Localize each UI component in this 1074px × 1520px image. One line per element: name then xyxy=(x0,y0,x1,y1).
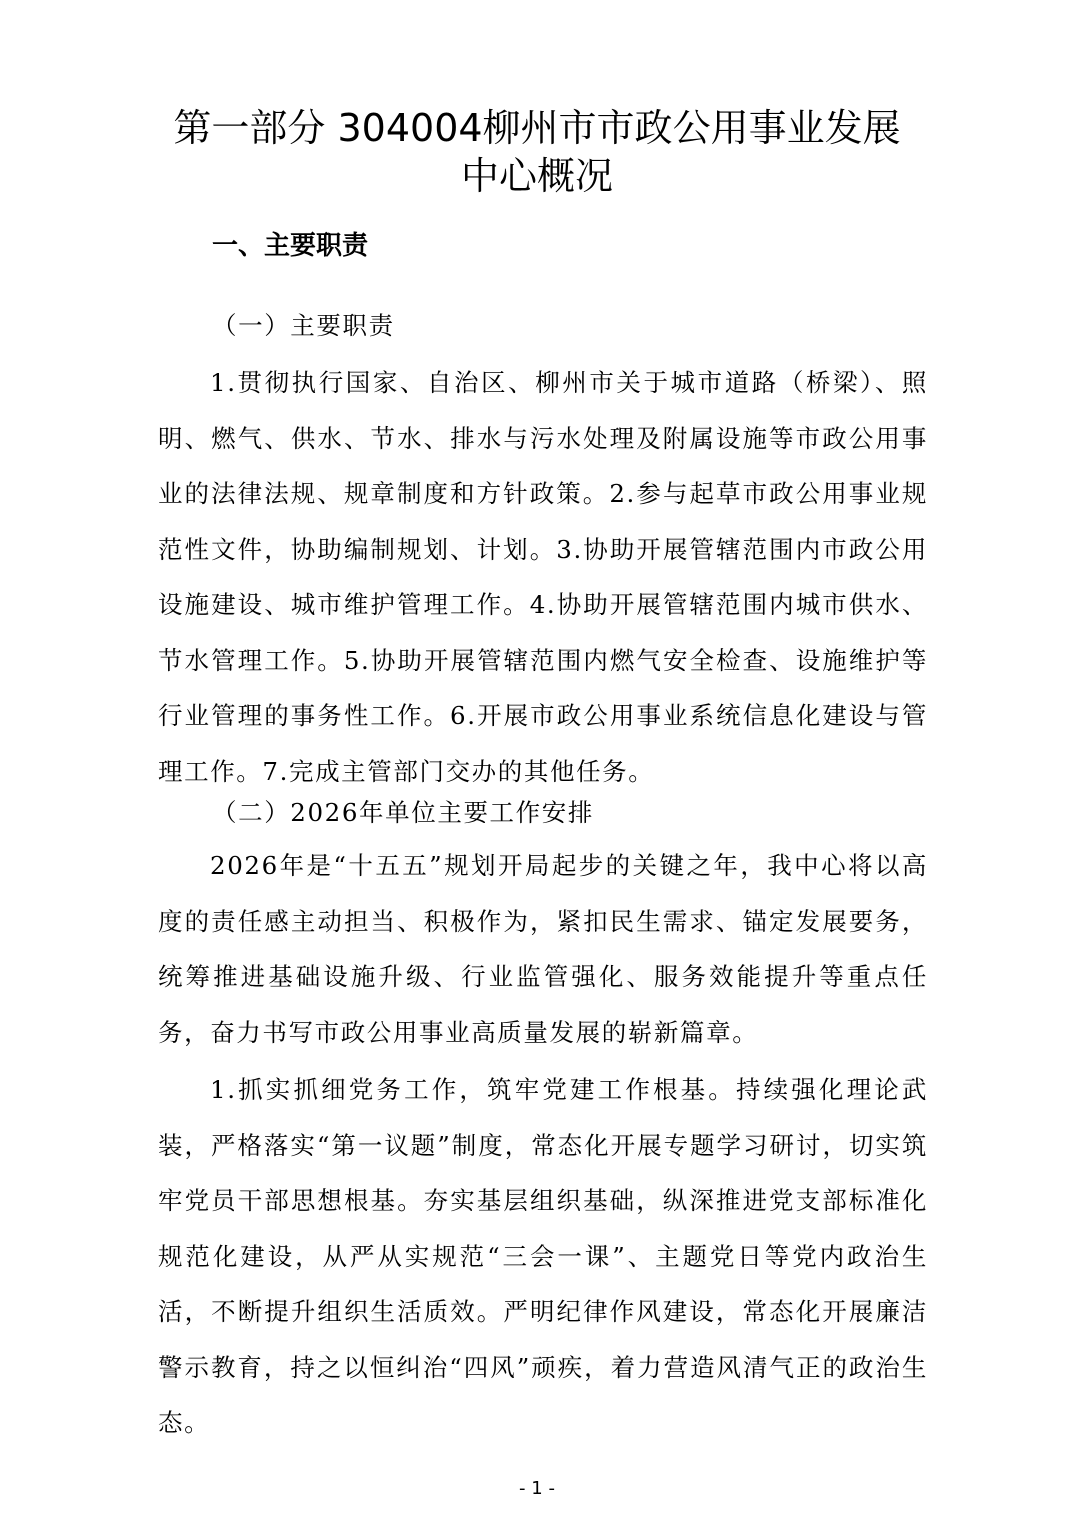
page-number: - 1 - xyxy=(519,1478,555,1499)
subsection-heading-duties: （一）主要职责 xyxy=(212,311,395,340)
paragraph-party-building: 1.抓实抓细党务工作，筑牢党建工作根基。持续强化理论武装，严格落实“第一议题”制度，常态化开展专题学习研讨，切实筑牢党员干部思想根基。夯实基层组织基础，纵深推进党支部标准化规范化建设，从严从实规范“三会一课”、主题党日等党内政治生活，不断提升组织生活质效。严明纪律作风建设，常态化开展廉洁警示教育，持之以恒纠治“四风”顽疾，着力营造风清气正的政治生态。 xyxy=(158,1075,928,1437)
title-line-1: 第一部分 304004柳州市市政公用事业发展 xyxy=(173,106,901,150)
paragraph-duties-list: 1.贯彻执行国家、自治区、柳州市关于城市道路（桥梁）、照明、燃气、供水、节水、排水与污水处理及附属设施等市政公用事业的法律法规、规章制度和方针政策。2.参与起草市政公用事业规范性文件，协助编制规划、计划。3.协助开展管辖范围内市政公用设施建设、城市维护管理工作。4.协助开展管辖范围内城市供水、节水管理工作。5.协助开展管辖范围内燃气安全检查、设施维护等行业管理的事务性工作。6.开展市政公用事业系统信息化建设与管理工作。7.完成主管部门交办的其他任务。 xyxy=(158,368,928,786)
section-heading-main-duties: 一、主要职责 xyxy=(212,231,369,261)
document-title xyxy=(120,104,954,200)
paragraph-work-plan-intro: 2026年是“十五五”规划开局起步的关键之年，我中心将以高度的责任感主动担当、积极作为，紧扣民生需求、锚定发展要务，统筹推进基础设施升级、行业监管强化、服务效能提升等重点任务，奋力书写市政公用事业高质量发展的崭新篇章。 xyxy=(158,851,928,1047)
subsection-heading-work-plan: （二）2026年单位主要工作安排 xyxy=(212,798,594,827)
title-line-2: 中心概况 xyxy=(460,154,613,198)
